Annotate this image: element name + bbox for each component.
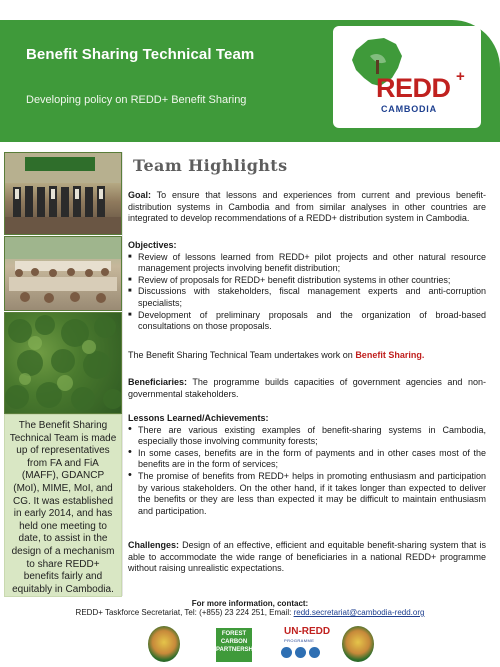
group-people-image [5, 153, 121, 234]
undertakes-highlight: Benefit Sharing. [355, 350, 425, 360]
contact-line [0, 608, 500, 617]
beneficiaries-paragraph [128, 377, 486, 400]
forestry-admin-seal-icon [342, 626, 374, 662]
team-info-text: The Benefit Sharing Technical Team is made up of representatives from FA and FiA (MAFF), GDANCP (MoI), MIME, MoI, and CG. It was established in early 2014, and has held one meeting to date, to assist in the design of a mechanism to share REDD+ benefits fairly and equitably in Cambodia. [9, 420, 117, 595]
goal-paragraph [128, 190, 486, 225]
challenges-paragraph [128, 540, 486, 575]
fao-logo-icon [281, 647, 292, 658]
list-item: • There are various existing examples of benefit-sharing systems in Cambodia, especially those involving community forests; [128, 425, 486, 448]
objectives-label: Objectives: [128, 240, 177, 250]
email-link[interactable]: redd.secretariat@cambodia-redd.org [293, 608, 425, 617]
list-item: ■ Discussions with stakeholders, fiscal management experts and anti-corruption specialists; [128, 286, 486, 309]
logo-plus-text: + [456, 68, 465, 85]
list-item: • In some cases, benefits are in the form of payments and in other cases most of the benefits are in the form of services; [128, 448, 486, 471]
challenges-label: Challenges: [128, 540, 180, 550]
logo-country-text: CAMBODIA [381, 104, 437, 114]
column-divider [122, 152, 123, 596]
section-title: Team Highlights [133, 156, 288, 175]
forest-canopy-image [5, 313, 121, 413]
unredd-subtitle: PROGRAMME [284, 638, 315, 643]
page-title: Benefit Sharing Technical Team [26, 46, 255, 63]
more-info-heading: For more information, contact: [191, 599, 309, 608]
contact-prefix: REDD+ Taskforce Secretariat, Tel: (+855) 23 224 251, Email: [75, 608, 294, 617]
beneficiaries-text: The programme builds capacities of government agencies and non-governmental stakeholders. [128, 377, 486, 399]
list-item: • The promise of benefits from REDD+ helps in promoting enthusiasm and participation by various stakeholders. On the other hand, if it takes longer than expected to deliver the benefits or they are less than expected it may be difficult to maintain enthusiasm and participation. [128, 471, 486, 517]
beneficiaries-label: Beneficiaries: [128, 377, 188, 387]
page-subtitle: Developing policy on REDD+ Benefit Sharing [26, 94, 247, 106]
undertakes-text: The Benefit Sharing Technical Team undertakes work on [128, 350, 356, 360]
meeting-room-image [5, 237, 121, 310]
undp-logo-icon [295, 647, 306, 658]
lessons-section [128, 413, 486, 517]
lessons-list [128, 425, 486, 518]
forest-photo [4, 312, 122, 414]
list-item: ■ Review of lessons learned from REDD+ pilot projects and other natural resource management projects involving benefit distribution; [128, 252, 486, 275]
list-item: ■ Review of proposals for REDD+ benefit distribution systems in other countries; [128, 275, 486, 287]
challenges-text: Design of an effective, efficient and equitable benefit-sharing system that is able to accommodate the wide range of beneficiaries in a national REDD+ programme without raising unrealistic expectations. [128, 540, 486, 574]
group-photo [4, 152, 122, 235]
goal-text: To ensure that lessons and experiences from current and previous benefit-distribution systems in Cambodia and from similar analyses in other countries are integrated to develop recommendations of a REDD+ distribution system in Cambodia. [128, 190, 486, 224]
goal-label: Goal: [128, 190, 152, 200]
fcpf-logo: FOREST CARBON PARTNERSHIP [216, 628, 252, 662]
unep-logo-icon [309, 647, 320, 658]
objectives-list [128, 252, 486, 333]
unredd-logo-text: UN-REDD [284, 626, 331, 637]
objectives-section [128, 240, 486, 333]
lessons-label: Lessons Learned/Achievements: [128, 413, 269, 423]
meeting-photo [4, 236, 122, 311]
un-agency-logos [281, 645, 323, 663]
ministry-seal-icon [148, 626, 180, 662]
logo-redd-text: REDD [376, 73, 451, 103]
list-item: ■ Development of preliminary proposals and the organization of broad-based consultations on those proposals. [128, 310, 486, 333]
undertakes-paragraph [128, 350, 486, 362]
